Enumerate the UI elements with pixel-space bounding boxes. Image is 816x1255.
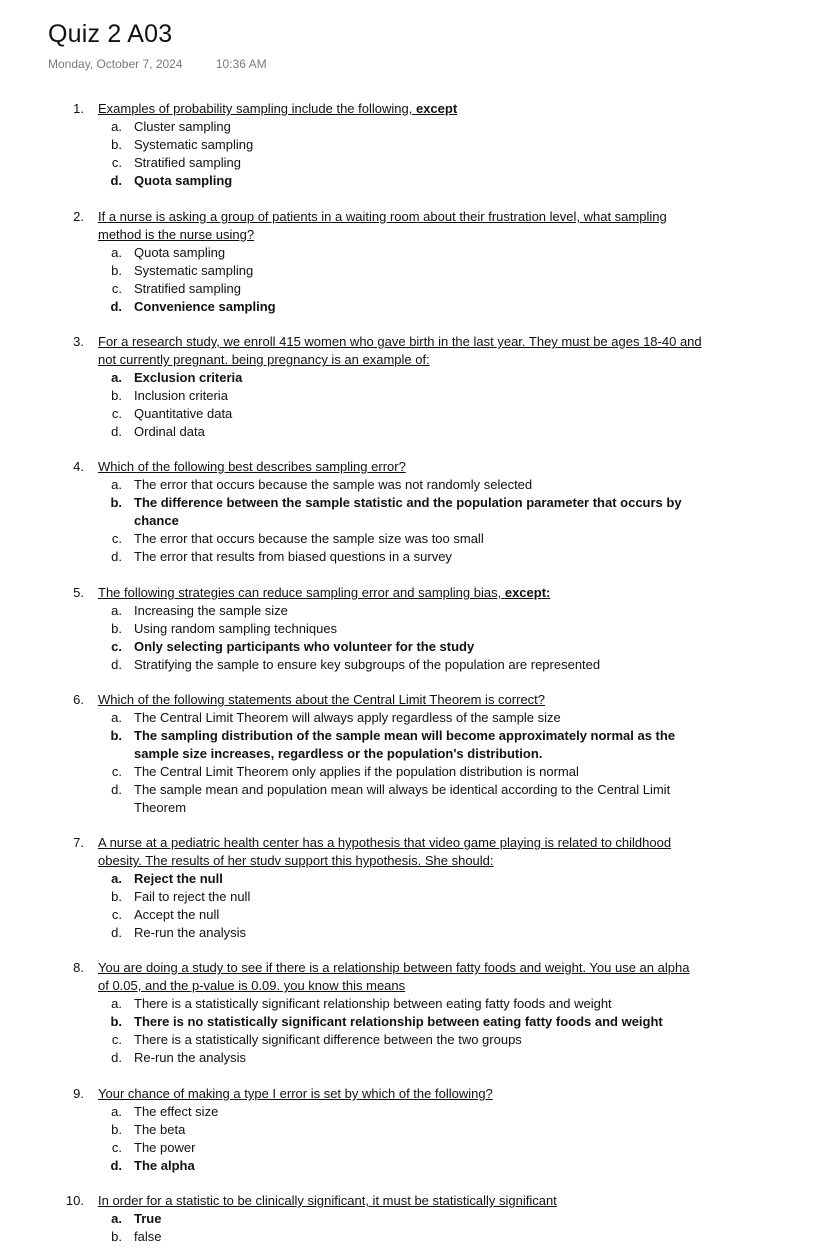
option-letter: d. (111, 782, 122, 797)
option-letter: b. (111, 621, 122, 636)
option-letter: b. (111, 388, 122, 403)
question-emphasis: except: (504, 585, 551, 600)
option-letter: b. (111, 1122, 122, 1137)
option-text: The error that occurs because the sample size was too small (134, 531, 484, 546)
option-text: Fail to reject the null (134, 889, 251, 904)
question-stem: You are doing a study to see if there is a relationship between fatty foods and weight. You use an alpha of 0.05, and the p-value is 0.09. you know this means (98, 960, 690, 993)
option-letter: a. (111, 710, 122, 725)
question-text (98, 1085, 703, 1103)
option-text: Ordinal data (134, 424, 205, 439)
option-text: There is a statistically significant difference between the two groups (134, 1032, 522, 1047)
question-number: 6. (73, 692, 84, 707)
option-text: Inclusion criteria (134, 388, 228, 403)
option-letter: a. (111, 245, 122, 260)
page-meta (48, 57, 267, 71)
question-text (98, 834, 703, 870)
option-text: Cluster sampling (134, 119, 231, 134)
question-stem: Your chance of making a type I error is set by which of the following? (98, 1086, 493, 1101)
option-letter: b. (110, 1014, 122, 1029)
option-letter: c. (111, 764, 122, 779)
option-text: There is a statistically significant relationship between eating fatty foods and weight (134, 996, 612, 1011)
option-letter: a. (111, 1104, 122, 1119)
question-stem: The following strategies can reduce sampling error and sampling bias, (98, 585, 502, 600)
option-text: There is no statistically significant relationship between eating fatty foods and weight (134, 1014, 663, 1029)
option-letter: d. (111, 424, 122, 439)
option-letter: d. (111, 925, 122, 940)
option-text: The Central Limit Theorem will always apply regardless of the sample size (134, 710, 561, 725)
option-text: The beta (134, 1122, 186, 1137)
option-text: Only selecting participants who volunteer for the study (134, 639, 475, 654)
option-text: Reject the null (134, 871, 223, 886)
question-number: 5. (73, 585, 84, 600)
question-text (98, 333, 703, 369)
option-letter: d. (111, 1050, 122, 1065)
question-text (98, 691, 703, 709)
option-letter: b. (110, 495, 122, 510)
option-text: Increasing the sample size (134, 603, 288, 618)
option-text: Quantitative data (134, 406, 233, 421)
option-text: Quota sampling (134, 245, 226, 260)
question-stem: Examples of probability sampling include the following, (98, 101, 413, 116)
option-letter: c. (111, 1140, 122, 1155)
question-number: 1. (73, 101, 84, 116)
option-text: The error that results from biased questions in a survey (134, 549, 452, 564)
option-letter: c. (111, 155, 122, 170)
option-letter: c. (111, 639, 122, 654)
question-text (98, 1192, 703, 1210)
option-letter: b. (111, 889, 122, 904)
option-letter: b. (111, 137, 122, 152)
option-letter: d. (110, 299, 122, 314)
option-text: Accept the null (134, 907, 220, 922)
option-letter: c. (111, 281, 122, 296)
option-letter: c. (111, 406, 122, 421)
option-text: Systematic sampling (134, 263, 254, 278)
question-stem: In order for a statistic to be clinically significant, it must be statistically significant (98, 1193, 557, 1208)
question-stem: A nurse at a pediatric health center has a hypothesis that video game playing is related to childhood obesity. The results of her studv support this hypothesis. She should: (98, 835, 672, 868)
option-letter: a. (111, 477, 122, 492)
question-stem: Which of the following best describes sampling error? (98, 459, 406, 474)
option-letter: b. (111, 1229, 122, 1244)
option-letter: b. (111, 263, 122, 278)
option-letter: a. (111, 603, 122, 618)
option-letter: a. (111, 996, 122, 1011)
option-text: The effect size (134, 1104, 219, 1119)
option-letter: a. (111, 871, 122, 886)
question-number: 4. (73, 459, 84, 474)
option-text: The difference between the sample statistic and the population parameter that occurs by chance (134, 495, 682, 528)
option-text: Stratified sampling (134, 281, 241, 296)
question-text (98, 208, 703, 244)
option-text: Stratified sampling (134, 155, 241, 170)
option-text: Exclusion criteria (134, 370, 243, 385)
page-title: Quiz 2 A03 (48, 20, 173, 48)
option-letter: a. (111, 1211, 122, 1226)
option-letter: d. (110, 1158, 122, 1173)
option-letter: d. (111, 549, 122, 564)
option-text: Stratifying the sample to ensure key subgroups of the population are represented (134, 657, 601, 672)
question-stem: For a research study, we enroll 415 women who gave birth in the last year. They must be ages 18-40 and not currently pregnant. being pregnancy is an example of: (98, 334, 702, 367)
option-letter: d. (111, 657, 122, 672)
option-text: The error that occurs because the sample was not randomly selected (134, 477, 533, 492)
question-emphasis: except (415, 101, 458, 116)
question-text (98, 584, 703, 602)
page-date: Monday, October 7, 2024 (48, 57, 183, 71)
question-text (98, 458, 703, 476)
option-text: Quota sampling (134, 173, 233, 188)
option-text: Systematic sampling (134, 137, 254, 152)
option-text: The power (134, 1140, 196, 1155)
option-text: Re-run the analysis (134, 925, 246, 940)
option-letter: c. (111, 907, 122, 922)
question-text (98, 100, 703, 118)
question-number: 3. (73, 334, 84, 349)
option-letter: a. (111, 370, 122, 385)
option-text: Re-run the analysis (134, 1050, 246, 1065)
option-text: The sample mean and population mean will always be identical according to the Central Limit Theorem (134, 782, 671, 815)
option-text: The alpha (134, 1158, 195, 1173)
option-text: Convenience sampling (134, 299, 276, 314)
question-number: 9. (73, 1086, 84, 1101)
option-letter: c. (111, 531, 122, 546)
option-text: The sampling distribution of the sample mean will become approximately normal as the sample size increases, regardless or the population's distribution. (134, 728, 676, 761)
question-number: 10. (65, 1193, 84, 1208)
question-number: 7. (73, 835, 84, 850)
option-text: True (134, 1211, 162, 1226)
question-number: 8. (73, 960, 84, 975)
question-stem: Which of the following statements about the Central Limit Theorem is correct? (98, 692, 546, 707)
question-stem: If a nurse is asking a group of patients in a waiting room about their frustration level, what sampling method is the nurse using? (98, 209, 667, 242)
option-letter: d. (110, 173, 122, 188)
option-text: Using random sampling techniques (134, 621, 338, 636)
question-text (98, 959, 703, 995)
option-letter: a. (111, 119, 122, 134)
option-letter: c. (111, 1032, 122, 1047)
option-text: false (134, 1229, 162, 1244)
option-text: The Central Limit Theorem only applies if the population distribution is normal (134, 764, 579, 779)
page-time: 10:36 AM (215, 57, 267, 71)
question-number: 2. (73, 209, 84, 224)
option-letter: b. (110, 728, 122, 743)
